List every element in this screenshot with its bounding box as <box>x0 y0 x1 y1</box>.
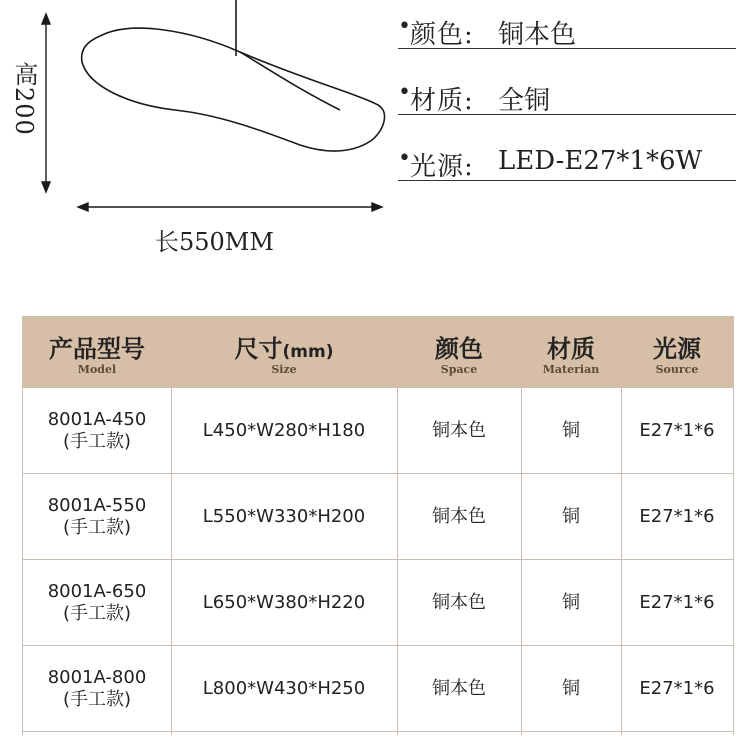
model-number: 8001A-800 <box>47 667 147 688</box>
header-label <box>171 329 397 364</box>
cell-color: 铜本色 <box>432 506 486 527</box>
height-dimension-line <box>42 14 50 192</box>
header-label: 光源 <box>653 335 701 363</box>
cell-material: 铜 <box>562 592 580 613</box>
spec-color <box>398 2 736 49</box>
model-number: 8001A-450 <box>47 409 147 430</box>
height-label: 高200 <box>10 62 38 136</box>
cell-model <box>23 646 171 732</box>
length-label: 长550MM <box>155 228 274 256</box>
spec-key: 光源: <box>410 152 474 182</box>
length-dimension-line <box>78 203 382 211</box>
header-size <box>171 317 397 387</box>
model-note: (手工款) <box>62 431 132 452</box>
header-sublabel: Size <box>271 363 297 376</box>
lamp-outline <box>82 0 385 151</box>
lamp-illustration <box>0 0 400 260</box>
cell-material: 铜 <box>562 420 580 441</box>
header-source <box>621 317 733 387</box>
table-row <box>23 473 733 560</box>
bullet-icon: • <box>398 14 411 39</box>
cell-source: E27*1*6 <box>639 420 715 441</box>
cell-material: 铜 <box>562 506 580 527</box>
product-diagram-section <box>0 0 750 300</box>
table-row-partial <box>23 731 733 737</box>
header-sublabel: Model <box>77 363 117 376</box>
table-row <box>23 559 733 646</box>
model-note: (手工款) <box>62 517 132 538</box>
spec-value: LED-E27*1*6W <box>498 146 703 176</box>
header-sublabel: Space <box>440 363 478 376</box>
spec-value: 全铜 <box>498 86 551 116</box>
table-row <box>23 645 733 732</box>
header-sublabel: Source <box>655 363 699 376</box>
cell-color: 铜本色 <box>432 420 486 441</box>
cell-size: L550*W330*H200 <box>202 506 366 527</box>
cell-source: E27*1*6 <box>639 678 715 699</box>
header-color <box>397 317 521 387</box>
bullet-icon: • <box>398 80 411 105</box>
model-number: 8001A-650 <box>47 581 147 602</box>
cell-model <box>23 560 171 646</box>
header-model <box>23 317 171 387</box>
product-spec-table <box>22 316 734 735</box>
cell-color: 铜本色 <box>432 678 486 699</box>
bullet-icon: • <box>398 146 411 171</box>
cell-size: L650*W380*H220 <box>202 592 366 613</box>
cell-size: L450*W280*H180 <box>202 420 366 441</box>
cell-source: E27*1*6 <box>639 592 715 613</box>
spec-value: 铜本色 <box>498 20 577 50</box>
spec-key: 材质: <box>410 86 474 116</box>
spec-key: 颜色: <box>410 20 474 50</box>
header-unit: (mm) <box>282 342 334 362</box>
header-label-text: 尺寸 <box>234 335 283 363</box>
model-note: (手工款) <box>62 689 132 710</box>
cell-source: E27*1*6 <box>639 506 715 527</box>
spec-material <box>398 68 736 115</box>
cell-model <box>23 388 171 474</box>
header-label: 颜色 <box>435 335 483 363</box>
cell-size: L800*W430*H250 <box>202 678 366 699</box>
header-material <box>521 317 621 387</box>
table-row <box>23 387 733 474</box>
cell-material: 铜 <box>562 678 580 699</box>
cell-color: 铜本色 <box>432 592 486 613</box>
table-header <box>23 317 733 387</box>
header-sublabel: Materian <box>542 363 600 376</box>
header-label: 产品型号 <box>49 335 145 363</box>
model-number: 8001A-550 <box>47 495 147 516</box>
cell-model <box>23 474 171 560</box>
spec-light-source <box>398 134 736 181</box>
header-label: 材质 <box>547 335 595 363</box>
model-note: (手工款) <box>62 603 132 624</box>
